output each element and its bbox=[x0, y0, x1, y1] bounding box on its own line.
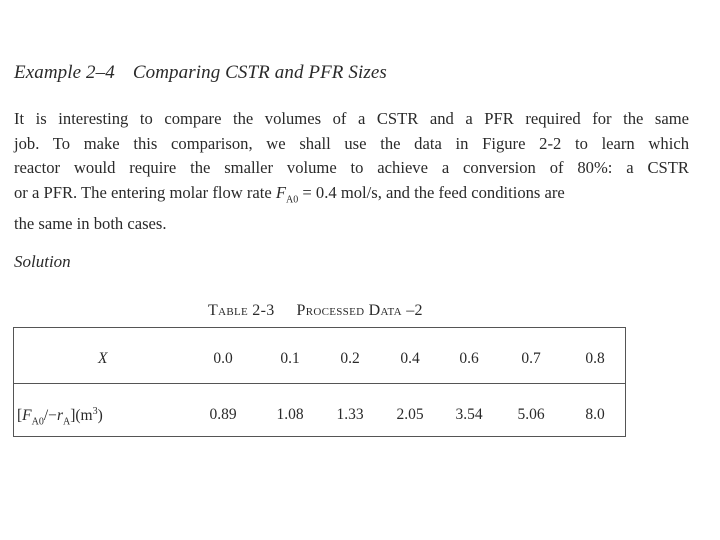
table-title: Processed Data –2 bbox=[296, 302, 423, 319]
paragraph-line: the same in both cases. bbox=[14, 214, 167, 234]
table-caption bbox=[208, 302, 423, 320]
solution-label: Solution bbox=[14, 252, 71, 271]
paragraph-line: It is interesting to compare the volumes of a CSTR and a PFR required for the same bbox=[14, 109, 689, 128]
table-cell: 0.2 bbox=[340, 350, 360, 367]
paragraph-text: or a PFR. The entering molar flow rate bbox=[14, 182, 276, 202]
table-cell: 1.08 bbox=[276, 406, 304, 423]
table-number: Table 2-3 bbox=[208, 302, 275, 319]
table-cell: 0.89 bbox=[209, 406, 237, 423]
paragraph-line: reactor would require the smaller volume to achieve a conversion of 80%: a CSTR bbox=[14, 158, 689, 177]
problem-paragraph bbox=[14, 107, 689, 237]
processed-data-table bbox=[13, 327, 626, 437]
flow-symbol: F bbox=[22, 407, 32, 425]
rate-subscript: A bbox=[62, 416, 71, 428]
divide-sign: /− bbox=[43, 407, 57, 425]
paragraph-line bbox=[14, 181, 689, 213]
paragraph-line: job. To make this comparison, we shall use the data in Figure 2-2 to learn which bbox=[14, 133, 689, 153]
bracket: [ bbox=[17, 407, 23, 425]
table-cell: 1.33 bbox=[336, 406, 364, 423]
conversion-header: X bbox=[98, 350, 108, 367]
unit-close: ) bbox=[97, 407, 103, 425]
table-cell: 5.06 bbox=[517, 406, 545, 423]
unit-text: ](m bbox=[70, 407, 93, 425]
table-cell: 0.4 bbox=[400, 350, 420, 367]
table-cell: 2.05 bbox=[396, 406, 424, 423]
table-cell: 0.7 bbox=[521, 350, 541, 367]
paragraph-text: = 0.4 mol/s, and the feed conditions are bbox=[298, 182, 565, 202]
flow-rate-symbol: F bbox=[275, 182, 287, 202]
table-cell: 3.54 bbox=[455, 406, 483, 423]
table-divider bbox=[14, 383, 625, 384]
flow-subscript: A0 bbox=[31, 416, 44, 428]
table-cell: 8.0 bbox=[585, 406, 605, 423]
example-number: Example 2–4 bbox=[14, 62, 115, 83]
table-cell: 0.6 bbox=[459, 350, 479, 367]
table-cell: 0.1 bbox=[280, 350, 300, 367]
rate-symbol: r bbox=[56, 407, 63, 425]
table-cell: 0.8 bbox=[585, 350, 605, 367]
levenspiel-header bbox=[17, 406, 103, 427]
unit-exponent: 3 bbox=[92, 406, 98, 417]
example-heading bbox=[14, 62, 387, 84]
example-title: Comparing CSTR and PFR Sizes bbox=[132, 62, 387, 83]
flow-rate-subscript: A0 bbox=[286, 193, 299, 205]
table-cell: 0.0 bbox=[213, 350, 233, 367]
